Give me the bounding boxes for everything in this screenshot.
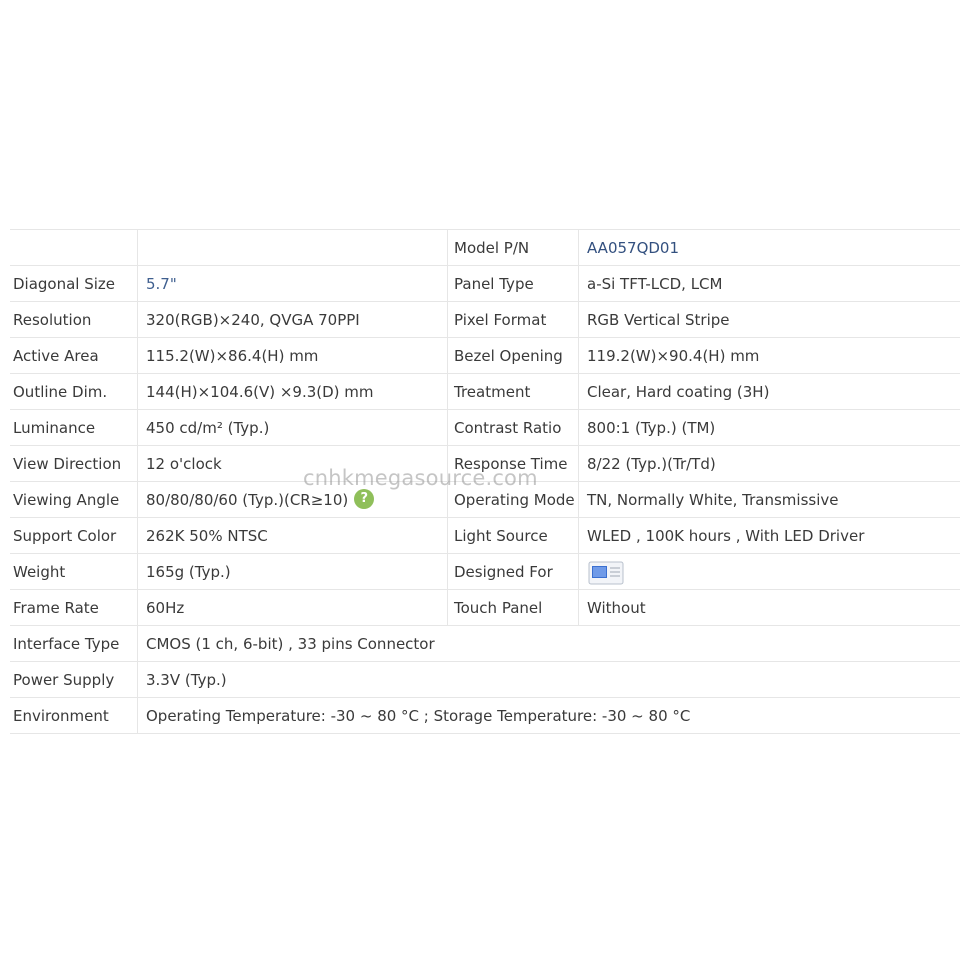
spec-label: Weight [10, 554, 138, 590]
spec-value: 12 o'clock [138, 446, 448, 482]
spec-value-cell [138, 482, 448, 518]
spec-label: View Direction [10, 446, 138, 482]
spec-label: Luminance [10, 410, 138, 446]
spec-row-wide [10, 626, 960, 662]
spec-row [10, 266, 960, 302]
spec-value: 60Hz [138, 590, 448, 626]
spec-label: Viewing Angle [10, 482, 138, 518]
spec-row-wide [10, 662, 960, 698]
designed-for-cell [579, 554, 960, 590]
spec-value: 80/80/80/60 (Typ.)(CR≥10) [146, 491, 349, 509]
spec-label: Designed For [448, 554, 579, 590]
spec-value: WLED , 100K hours , With LED Driver [579, 518, 960, 554]
spec-row [10, 374, 960, 410]
spec-value: 3.3V (Typ.) [138, 662, 960, 698]
spec-label: Active Area [10, 338, 138, 374]
spec-value: Operating Temperature: -30 ~ 80 °C ; Storage Temperature: -30 ~ 80 °C [138, 698, 960, 734]
spec-value: CMOS (1 ch, 6-bit) , 33 pins Connector [138, 626, 960, 662]
spec-value: 450 cd/m² (Typ.) [138, 410, 448, 446]
spec-value: RGB Vertical Stripe [579, 302, 960, 338]
spec-table [10, 229, 960, 734]
spec-value: 119.2(W)×90.4(H) mm [579, 338, 960, 374]
spec-row-model [10, 230, 960, 266]
spec-label: Diagonal Size [10, 266, 138, 302]
spec-label: Operating Mode [448, 482, 579, 518]
spec-value: 165g (Typ.) [138, 554, 448, 590]
industrial-device-icon[interactable] [587, 558, 625, 586]
spec-row [10, 482, 960, 518]
spec-value: TN, Normally White, Transmissive [579, 482, 960, 518]
spec-value: 800:1 (Typ.) (TM) [579, 410, 960, 446]
spec-value: 5.7" [138, 266, 448, 302]
spec-value: 144(H)×104.6(V) ×9.3(D) mm [138, 374, 448, 410]
spec-row [10, 410, 960, 446]
spec-label: Interface Type [10, 626, 138, 662]
spec-label: Frame Rate [10, 590, 138, 626]
spec-value: 262K 50% NTSC [138, 518, 448, 554]
spec-label: Outline Dim. [10, 374, 138, 410]
empty-cell [10, 230, 138, 266]
spec-label: Touch Panel [448, 590, 579, 626]
spec-row [10, 518, 960, 554]
spec-label: Contrast Ratio [448, 410, 579, 446]
model-number-link[interactable]: AA057QD01 [579, 230, 960, 266]
spec-label: Power Supply [10, 662, 138, 698]
spec-label: Light Source [448, 518, 579, 554]
watermark-text: cnhkmegasource.com [303, 466, 538, 490]
help-icon[interactable] [354, 489, 374, 509]
spec-value: 115.2(W)×86.4(H) mm [138, 338, 448, 374]
spec-label: Bezel Opening [448, 338, 579, 374]
spec-label: Panel Type [448, 266, 579, 302]
spec-value: Clear, Hard coating (3H) [579, 374, 960, 410]
spec-label: Environment [10, 698, 138, 734]
spec-row [10, 302, 960, 338]
spec-value: 8/22 (Typ.)(Tr/Td) [579, 446, 960, 482]
empty-cell [138, 230, 448, 266]
spec-label-model: Model P/N [448, 230, 579, 266]
spec-value: a-Si TFT-LCD, LCM [579, 266, 960, 302]
spec-label: Support Color [10, 518, 138, 554]
spec-label: Treatment [448, 374, 579, 410]
spec-value: Without [579, 590, 960, 626]
spec-row [10, 338, 960, 374]
spec-label: Resolution [10, 302, 138, 338]
spec-row [10, 590, 960, 626]
spec-row [10, 554, 960, 590]
spec-label: Pixel Format [448, 302, 579, 338]
spec-label: Response Time [448, 446, 579, 482]
spec-row [10, 446, 960, 482]
spec-row-wide [10, 698, 960, 734]
spec-value: 320(RGB)×240, QVGA 70PPI [138, 302, 448, 338]
